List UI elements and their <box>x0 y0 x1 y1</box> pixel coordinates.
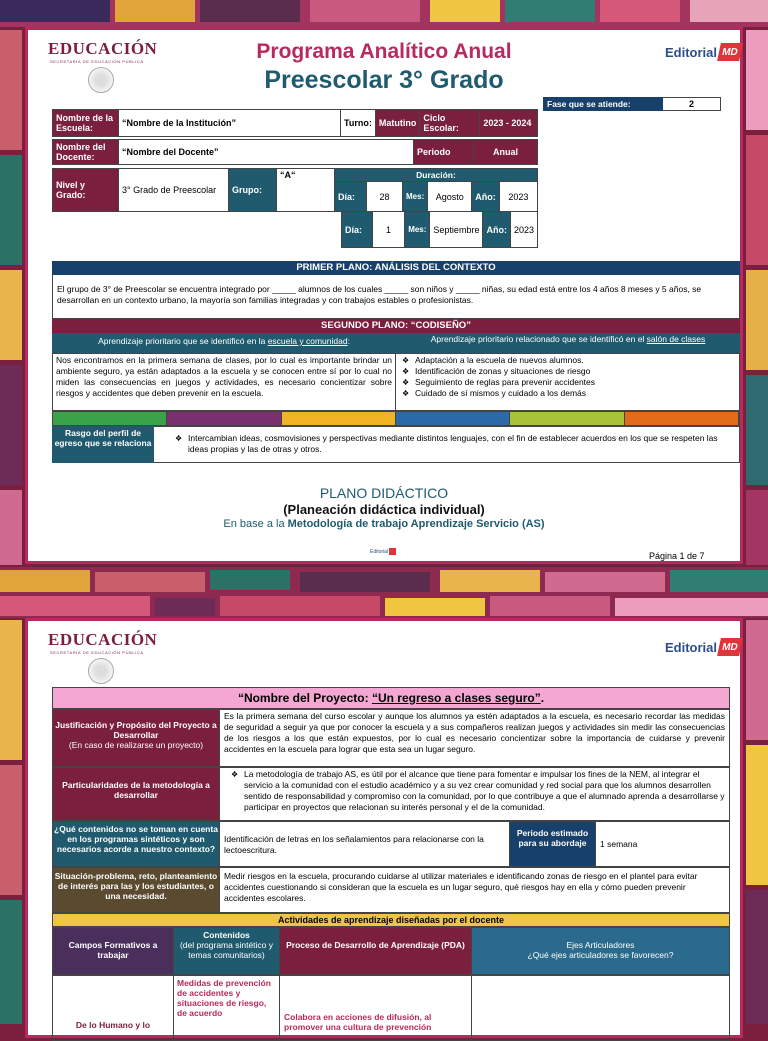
proyecto-name: “Un regreso a clases seguro” <box>371 691 541 705</box>
salon-item: ❖ Seguimiento de reglas para prevenir accidentes <box>401 377 734 388</box>
document-page-1 <box>25 27 743 564</box>
anio-start-value: 2023 <box>499 182 537 212</box>
docente-value: “Nombre del Docente” <box>119 140 414 165</box>
particularidades-label: Particularidades de la metodología a desarrollar <box>52 767 220 821</box>
page-subtitle: Preescolar 3° Grado <box>264 66 504 94</box>
nivel-duracion-table <box>52 168 538 212</box>
color-bar <box>52 411 740 426</box>
justificacion-label-cell <box>52 709 220 767</box>
col-ejes-cell <box>472 927 730 975</box>
periodo-value: Anual <box>474 140 538 165</box>
anio-start-label: Año: <box>472 182 500 212</box>
editorial-logo <box>665 638 741 656</box>
grupo-value: “A“ <box>277 169 335 212</box>
periodo-value: 1 semana <box>596 821 730 867</box>
sep-subtitle: SECRETARÍA DE EDUCACIÓN PÚBLICA <box>50 650 144 655</box>
aprendizaje-salon-link: salón de clases <box>646 334 706 344</box>
color-bar-segment <box>396 412 510 425</box>
proyecto-prefix: “Nombre del Proyecto: <box>237 691 372 705</box>
education-logo: EDUCACIÓN <box>48 630 158 649</box>
col-ejes-question: ¿Qué ejes articuladores se favorecen? <box>527 950 674 960</box>
nivel-label: Nivel y Grado: <box>53 169 119 212</box>
anio-end-label: Año: <box>483 212 511 248</box>
col-pda: Proceso de Desarrollo de Aprendizaje (PDA) <box>280 927 472 975</box>
color-bar-segment <box>625 412 739 425</box>
docente-table <box>52 139 538 165</box>
salon-item: ❖ Adaptación a la escuela de nuevos alumnos. <box>401 355 734 366</box>
particularidades-cell <box>220 767 730 821</box>
sep-subtitle: SECRETARÍA DE EDUCACIÓN PÚBLICA <box>50 59 144 64</box>
situacion-text: Medir riesgos en la escuela, procurando cuidarse al utilizar materiales e identificando zonas de riesgo en el plantel para evitar accidentes cuestionando si consideran que la escuela es un lugar seguro, qué riesgos hay en ella y cómo pueden prevenir accidentes escolares. <box>220 867 730 913</box>
row-ejes <box>472 975 730 1041</box>
justificacion-label: Justificación y Propósito del Proyecto a Desarrollar <box>55 720 217 740</box>
base-metodologia: Metodología de trabajo Aprendizaje Servicio (AS) <box>287 518 545 530</box>
periodo-label: Periodo <box>414 140 474 165</box>
color-bar-segment <box>510 412 624 425</box>
justificacion-text: Es la primera semana del curso escolar y aunque los alumnos ya estén adaptados a la escuela, es necesario recordar las medidas de seguridad a seguir ya que por conocer la escuela y a sus compañeros realizan juegos y actividades sin medir las consecuencias de los riesgos a los que están expuestos, por lo cual es necesario concientizar sobre la importancia de cuidarse y prevenir accidentes en la escuela para lograr que esta sea un lugar seguro. <box>220 709 730 767</box>
situacion-label: Situación-problema, reto, planteamiento de interés para las y los estudiantes, o una necesidad. <box>52 867 220 913</box>
education-logo: EDUCACIÓN <box>48 39 158 58</box>
contenidos-label: ¿Qué contenidos no se toman en cuenta en los programas sintéticos y son necesarios acorde a nuestro contexto? <box>52 821 220 867</box>
turno-value: Matutino <box>375 110 420 137</box>
rasgo-text-cell <box>154 426 740 463</box>
aprendizaje-comunidad-header: Aprendizaje prioritario que se identificó en la escuela y comunidad: <box>52 333 396 353</box>
end-date-table <box>341 211 538 248</box>
salon-list <box>396 353 740 411</box>
contenidos-text: Identificación de letras en los señalamientos para relacionarse con la lectoescritura. <box>220 821 510 867</box>
col-contenidos-note: (del programa sintético y temas comunitarios) <box>179 940 274 960</box>
fase-table <box>543 97 721 111</box>
aprendizaje-salon-header <box>396 333 740 353</box>
footer-md-icon <box>389 548 396 555</box>
col-contenidos: Contenidos <box>203 930 250 940</box>
page-title: Programa Analítico Anual <box>256 40 512 63</box>
editorial-md-icon: MD <box>717 43 743 61</box>
fase-value: 2 <box>663 98 721 111</box>
duracion-label: Duración: <box>335 169 538 182</box>
aprendizaje-comunidad-link: escuela y comunidad <box>267 336 348 346</box>
actividades-header: Actividades de aprendizaje diseñadas por el docente <box>52 913 730 927</box>
mes-end-value: Septiembre <box>430 212 483 248</box>
contexto-text: El grupo de 3° de Preescolar se encuentra integrado por _____ alumnos de los cuales _____ son niños y _____ niñas, su edad está entre los 4 años 8 meses y 5 años, se desarrollan en un contexto urbano, la mayoría son familias integradas y con trabajos estables o profesionistas. <box>52 275 740 319</box>
proyecto-title <box>52 687 730 709</box>
editorial-logo-text: Editorial <box>665 44 718 60</box>
dia-start-value: 28 <box>367 182 403 212</box>
document-page-2 <box>25 618 743 1038</box>
plano-didactico-title: PLANO DIDÁCTICO <box>319 485 449 501</box>
justificacion-note: (En caso de realizarse un proyecto) <box>68 740 204 750</box>
color-bar-segment <box>282 412 396 425</box>
segundo-plano-header: SEGUNDO PLANO: “CODISEÑO” <box>52 319 740 333</box>
mes-start-label: Mes: <box>403 182 428 212</box>
planeacion-subtitle: (Planeación didáctica individual) <box>283 502 485 517</box>
grupo-label: Grupo: <box>229 169 277 212</box>
mes-end-label: Mes: <box>405 212 430 248</box>
ciclo-value: 2023 - 2024 <box>480 110 538 137</box>
escuela-table <box>52 109 538 137</box>
comunidad-text: Nos encontramos en la primera semana de clases, por lo cual es importante brindar un ambiente seguro, ya están adaptados a la escuela y se conocen entre sí por lo cual no miden las consecuencias en juegos y actividades, es necesario concientizar sobre riesgos y accidentes que deben prevenir en la escuela. <box>52 353 396 411</box>
dia-start-label: Día: <box>335 182 367 212</box>
mes-start-value: Agosto <box>428 182 472 212</box>
fase-label: Fase que se atiende: <box>544 98 663 111</box>
editorial-logo <box>665 43 741 61</box>
row-pda: Colabora en acciones de difusión, al promover una cultura de prevención <box>280 975 472 1041</box>
col-ejes: Ejes Articuladores <box>566 940 635 950</box>
editorial-md-icon: MD <box>717 638 743 656</box>
salon-item: ❖ Identificación de zonas y situaciones de riesgo <box>401 366 734 377</box>
color-bar-segment <box>167 412 281 425</box>
ciclo-label: Ciclo Escolar: <box>420 110 480 137</box>
rasgo-text: ❖ Intercambian ideas, cosmovisiones y perspectivas mediante distintos lenguajes, con el fin de establecer acuerdos en los que se respeten las ideas propias y las de otras y otros. <box>174 433 729 455</box>
footer-editorial-text: Editorial <box>370 548 389 555</box>
salon-item: ❖ Cuidado de sí mismos y cuidado a los demás <box>401 388 734 399</box>
dia-end-value: 1 <box>372 212 404 248</box>
aprendizaje-comunidad-prefix: Aprendizaje prioritario que se identificó en la <box>98 336 268 346</box>
col-contenidos-cell <box>174 927 280 975</box>
particularidades-text: ❖ La metodología de trabajo AS, es útil por el alcance que tiene para fomentar e impulsar los fines de la NEM, al integrar el servicio a la comunidad con el estudio académico y a su vez crear comunidad y red social para que los alumnos desarrollen sentido de responsabilidad y compromiso con la comunidad, por lo que contribuye a que el alumnado aprenda a desarrollarse y participar en proyectos que relacionan su interés personal y el de la comunidad. <box>230 769 725 813</box>
color-bar-segment <box>53 412 167 425</box>
nivel-value: 3° Grado de Preescolar <box>119 169 229 212</box>
proyecto-suffix: . <box>540 691 545 705</box>
base-prefix: En base a la <box>223 518 288 530</box>
periodo-label: Periodo estimado para su abordaje <box>510 821 596 867</box>
escuela-value: “Nombre de la Institución” <box>119 110 341 137</box>
page-number: Página 1 de 7 <box>649 551 705 561</box>
metodologia-line <box>28 518 740 530</box>
anio-end-value: 2023 <box>510 212 537 248</box>
editorial-logo-text: Editorial <box>665 639 718 655</box>
rasgo-label: Rasgo del perfil de egreso que se relaciona <box>52 426 154 463</box>
dia-end-label: Día: <box>342 212 373 248</box>
docente-label: Nombre del Docente: <box>53 140 119 165</box>
national-seal-icon <box>88 658 114 684</box>
col-campos: Campos Formativos a trabajar <box>52 927 174 975</box>
primer-plano-header: PRIMER PLANO: ANÁLISIS DEL CONTEXTO <box>52 261 740 275</box>
turno-label: Turno: <box>341 110 376 137</box>
escuela-label: Nombre de la Escuela: <box>53 110 119 137</box>
aprendizaje-salon-prefix: Aprendizaje prioritario relacionado que se identificó en el <box>430 334 647 344</box>
row-campo: De lo Humano y lo <box>52 975 174 1041</box>
footer-editorial-logo <box>370 548 396 555</box>
row-contenido: Medidas de prevención de accidentes y situaciones de riesgo, de acuerdo <box>174 975 280 1041</box>
